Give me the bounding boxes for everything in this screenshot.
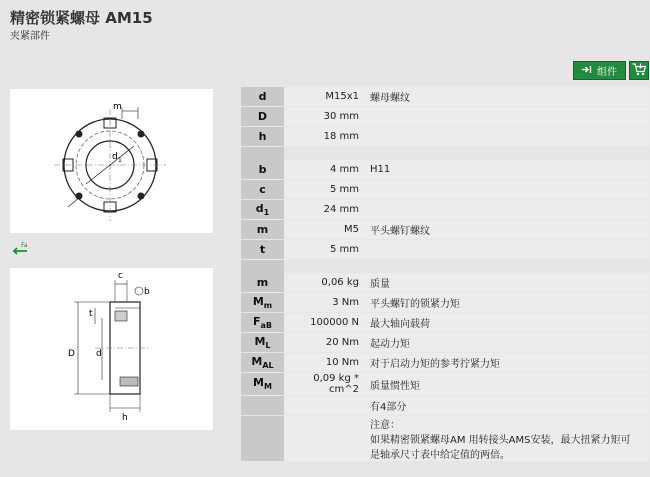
svg-text:1: 1 — [118, 157, 122, 164]
parameter-table — [241, 87, 649, 462]
table-row: D 30 mm — [241, 107, 649, 127]
add-to-group-button[interactable] — [573, 61, 626, 80]
table-row: $M_{AL}$ 10 Nm 对于启动力矩的参考拧紧力矩 — [241, 353, 649, 373]
dim-m-label: m — [113, 102, 122, 112]
table-row: $M_L$ 20 Nm 起动力矩 — [241, 333, 649, 353]
dim-b-label: b — [144, 287, 150, 297]
page-subtitle: 夹紧部件 — [10, 31, 50, 42]
table-row: c 5 mm — [241, 180, 649, 200]
table-spacer — [241, 147, 649, 161]
table-row: m M5 平头螺钉螺纹 — [241, 220, 649, 240]
page-title: 精密锁紧螺母 AM15 — [10, 9, 153, 27]
table-row: $d_1$ 24 mm — [241, 200, 649, 220]
add-to-cart-button[interactable] — [629, 61, 649, 80]
dim-D-label: D — [68, 349, 75, 359]
group-button-label: 组件 — [597, 67, 617, 78]
dim-t-label: t — [89, 309, 93, 319]
dim-d1-label: d — [112, 152, 118, 162]
dim-c-label: c — [118, 271, 123, 281]
mounting-arrow-icon[interactable] — [12, 241, 32, 261]
table-row: m 0,06 kg 质量 — [241, 273, 649, 293]
table-row: $F_{aB}$ 100000 N 最大轴向载荷 — [241, 313, 649, 333]
table-row: b 4 mm H11 — [241, 160, 649, 180]
cart-icon — [632, 61, 647, 80]
table-row: t 5 mm — [241, 240, 649, 260]
insert-arrow-icon — [582, 65, 592, 77]
table-row: 有4部分 — [241, 396, 649, 416]
table-spacer — [241, 260, 649, 274]
svg-text:Fa: Fa — [21, 242, 28, 249]
toolbar — [573, 61, 649, 80]
table-row: $M_M$ 0,09 kg * cm^2 质量惯性矩 — [241, 373, 649, 396]
table-row: $M_m$ 3 Nm 平头螺钉的锁紧力矩 — [241, 293, 649, 313]
table-row: h 18 mm — [241, 127, 649, 147]
section-view-drawing — [10, 268, 213, 430]
note-row — [241, 416, 649, 462]
table-row: d M15x1 螺母螺纹 — [241, 87, 649, 107]
note-text: 注意： 如果精密锁紧螺母AM 用转接头AMS安装，最大扭紧力矩可 是轴承尺寸表中给定值的两倍。 — [363, 416, 649, 462]
front-view-drawing — [10, 89, 213, 233]
dim-h-label: h — [122, 413, 128, 423]
dim-d-label: d — [96, 349, 102, 359]
